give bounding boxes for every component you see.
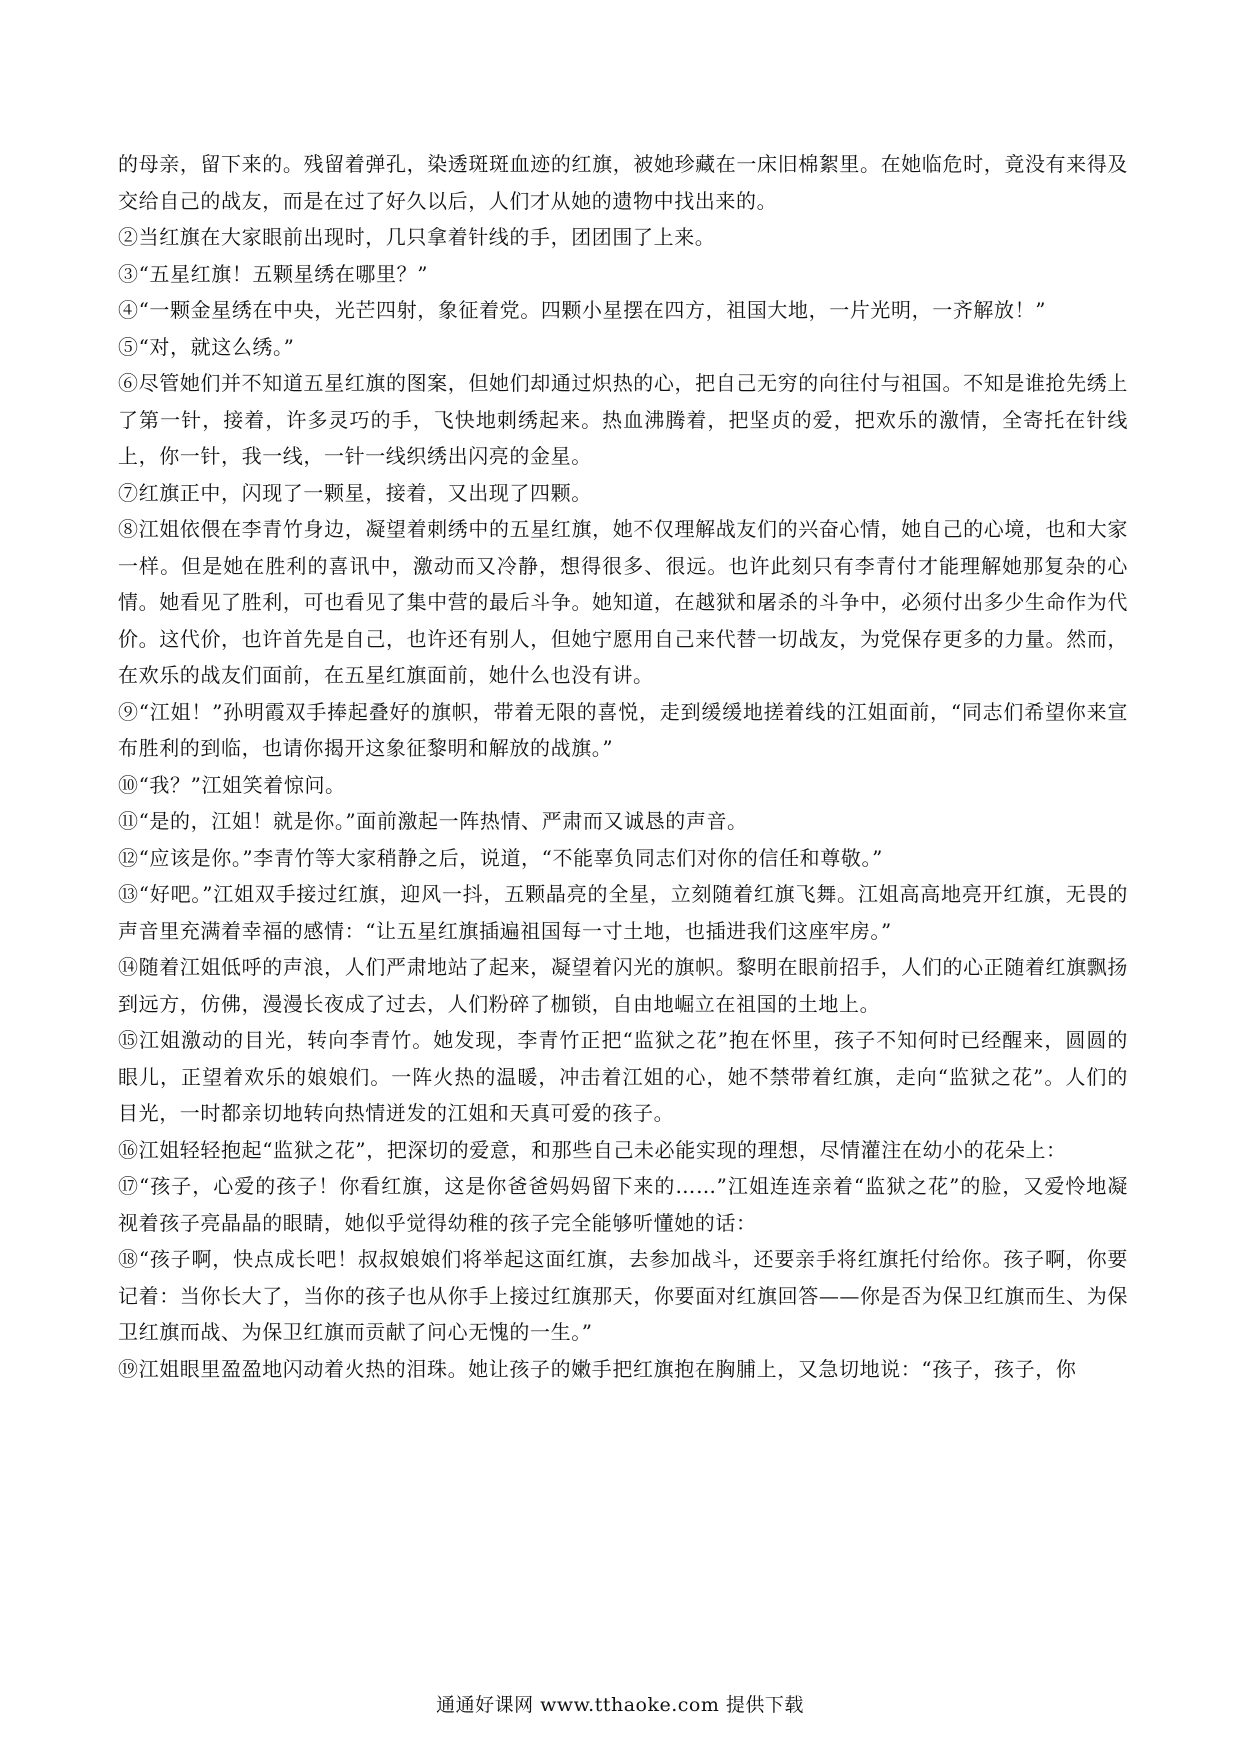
paragraph-9: ⑨“江姐！”孙明霞双手捧起叠好的旗帜，带着无限的喜悦，走到缓缓地搓着线的江姐面前，“同志们希望你来宣布胜利的到临，也请你揭开这象征黎明和解放的战旗。” <box>118 699 1128 760</box>
paragraph-6: ⑥尽管她们并不知道五星红旗的图案，但她们却通过炽热的心，把自己无穷的向往付与祖国。不知是谁抢先绣上了第一针，接着，许多灵巧的手，飞快地刺绣起来。热血沸腾着，把坚贞的爱，把欢乐的激情，全寄托在针线上，你一针，我一线，一针一线织绣出闪亮的金星。 <box>118 371 1128 468</box>
paragraph-16: ⑯江姐轻轻抱起“监狱之花”，把深切的爱意，和那些自己未必能实现的理想，尽情灌注在幼小的花朵上： <box>118 1137 1067 1162</box>
paragraph-14: ⑭随着江姐低呼的声浪，人们严肃地站了起来，凝望着闪光的旗帜。黎明在眼前招手，人们的心正随着红旗飘扬到远方，仿佛，漫漫长夜成了过去，人们粉碎了枷锁，自由地崛立在祖国的土地上。 <box>118 955 1128 1016</box>
paragraph-10: ⑩“我？”江姐笑着惊问。 <box>118 772 346 797</box>
article-body <box>118 146 1128 1387</box>
paragraph-8: ⑧江姐依偎在李青竹身边，凝望着刺绣中的五星红旗，她不仅理解战友们的兴奋心情，她自己的心境，也和大家一样。但是她在胜利的喜讯中，激动而又冷静，想得很多、很远。也许此刻只有李青付才能理解她那复杂的心情。她看见了胜利，可也看见了集中营的最后斗争。她知道，在越狱和屠杀的斗争中，必须付出多少生命作为代价。这代价，也许首先是自己，也许还有别人，但她宁愿用自己来代替一切战友，为党保存更多的力量。然而，在欢乐的战友们面前，在五星红旗面前，她什么也没有讲。 <box>118 517 1128 687</box>
paragraph-12: ⑫“应该是你。”李青竹等大家稍静之后，说道，“不能辜负同志们对你的信任和尊敬。” <box>118 845 883 870</box>
paragraph-17: ⑰“孩子，心爱的孩子！你看红旗，这是你爸爸妈妈留下来的……”江姐连连亲着“监狱之花”的脸，又爱怜地凝视着孩子亮晶晶的眼睛，她似乎觉得幼稚的孩子完全能够听懂她的话： <box>118 1174 1128 1235</box>
paragraph-13: ⑬“好吧。”江姐双手接过红旗，迎风一抖，五颗晶亮的全星，立刻随着红旗飞舞。江姐高高地亮开红旗，无畏的声音里充满着幸福的感情：“让五星红旗插遍祖国每一寸土地，也插进我们这座牢房。” <box>118 882 1128 943</box>
paragraph-5: ⑤“对，就这么绣。” <box>118 334 295 359</box>
paragraph-1: 的母亲，留下来的。残留着弹孔，染透斑斑血迹的红旗，被她珍藏在一床旧棉絮里。在她临危时，竟没有来得及交给自己的战友，而是在过了好久以后，人们才从她的遗物中找出来的。 <box>118 152 1128 213</box>
paragraph-11: ⑪“是的，江姐！就是你。”面前激起一阵热情、严肃而又诚恳的声音。 <box>118 809 748 833</box>
page-footer: 通通好课网 www.tthaoke.com 提供下载 <box>436 1694 804 1716</box>
paragraph-18: ⑱“孩子啊，快点成长吧！叔叔娘娘们将举起这面红旗，去参加战斗，还要亲手将红旗托付给你。孩子啊，你要记着：当你长大了，当你的孩子也从你手上接过红旗那天，你要面对红旗回答——你是否为保卫红旗而生、为保卫红旗而战、为保卫红旗而贡献了问心无愧的一生。” <box>118 1247 1128 1344</box>
paragraph-4: ④“一颗金星绣在中央，光芒四射，象征着党。四颗小星摆在四方，祖国大地，一片光明，一齐解放！” <box>118 298 1047 322</box>
paragraph-7: ⑦红旗正中，闪现了一颗星，接着，又出现了四颗。 <box>118 480 592 505</box>
paragraph-2: ②当红旗在大家眼前出现时，几只拿着针线的手，团团围了上来。 <box>118 225 716 249</box>
paragraph-3: ③“五星红旗！五颗星绣在哪里？” <box>118 261 429 286</box>
paragraph-15: ⑮江姐激动的目光，转向李青竹。她发现，李青竹正把“监狱之花”抱在怀里，孩子不知何时已经醒来，圆圆的眼儿，正望着欢乐的娘娘们。一阵火热的温暖，冲击着江姐的心，她不禁带着红旗，走向“监狱之花”。人们的目光，一时都亲切地转向热情迸发的江姐和天真可爱的孩子。 <box>118 1028 1128 1125</box>
paragraph-19: ⑲江姐眼里盈盈地闪动着火热的泪珠。她让孩子的嫩手把红旗抱在胸脯上，又急切地说：“孩子，孩子，你 <box>118 1356 1077 1381</box>
